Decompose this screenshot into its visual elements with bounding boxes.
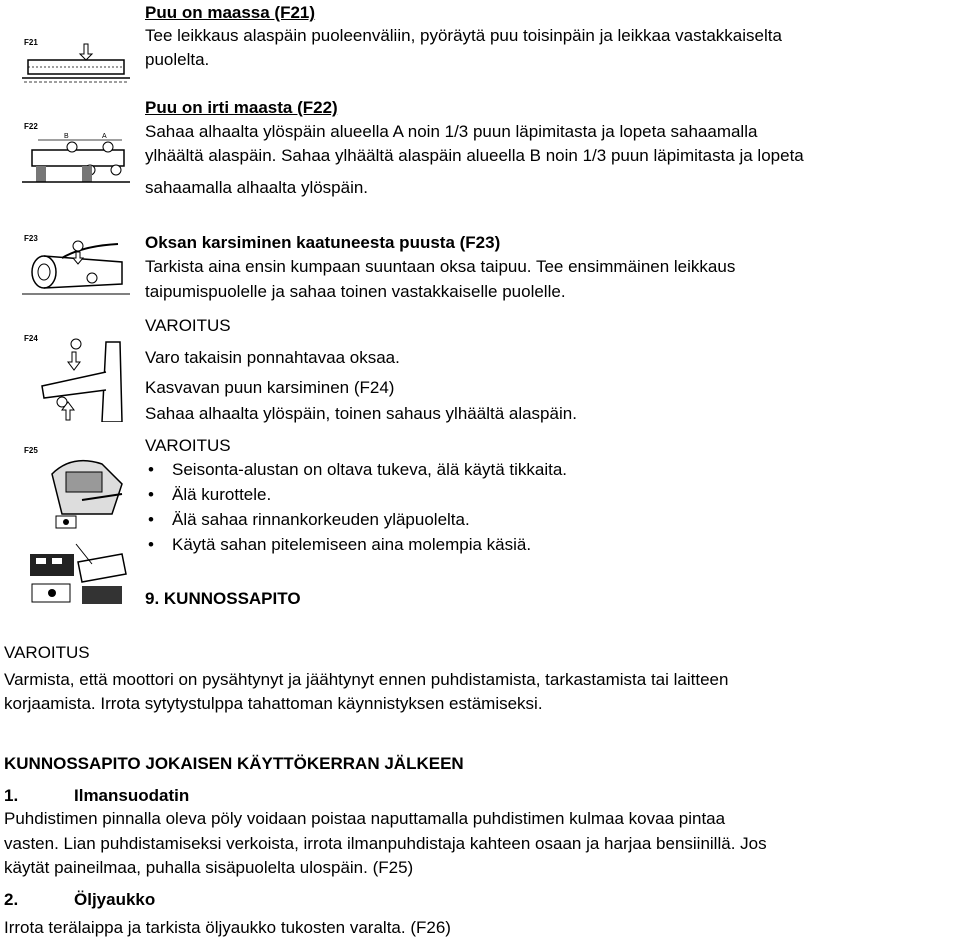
heading-f23: Oksan karsiminen kaatuneesta puusta (F23) — [145, 233, 501, 252]
figure-f24-label: F24 — [24, 334, 38, 343]
item1-number: 1. — [4, 786, 19, 805]
figure-f21 — [22, 36, 130, 88]
heading-f22: Puu on irti maasta (F22) — [145, 98, 338, 117]
warning-maintenance-line2: korjaamista. Irrota sytytystulppa tahattoman käynnistyksen estämiseksi. — [4, 694, 543, 713]
warning-text-f23: Varo takaisin ponnahtavaa oksaa. — [145, 348, 400, 367]
heading-maintenance: 9. KUNNOSSAPITO — [145, 589, 301, 608]
warning-f23: VAROITUS — [145, 316, 231, 335]
text-f21-line2: puolelta. — [145, 50, 210, 69]
bullet-item: Käytä sahan pitelemiseen aina molempia käsiä. — [172, 535, 532, 554]
figure-f24 — [22, 332, 130, 422]
figure-f23 — [22, 232, 130, 300]
figure-f22-zone-a: A — [102, 133, 107, 140]
figure-f22-zone-b: B — [64, 133, 69, 140]
text-f23-line1: Tarkista aina ensin kumpaan suuntaan oksa taipuu. Tee ensimmäinen leikkaus — [145, 257, 736, 276]
bullet-item: Seisonta-alustan on oltava tukeva, älä käytä tikkaita. — [172, 460, 568, 479]
bullet-item: Älä kurottele. — [172, 485, 272, 504]
figure-f22-label: F22 — [24, 122, 38, 131]
text-f23-line2: taipumispuolelle ja sahaa toinen vastakkaiselle puolelle. — [145, 282, 566, 301]
figure-f21-label: F21 — [24, 38, 38, 47]
warning-maintenance: VAROITUS — [4, 643, 90, 662]
figure-f25-label: F25 — [24, 446, 38, 455]
text-f22-line2: ylhäältä alaspäin. Sahaa ylhäältä alaspäin alueella B noin 1/3 puun läpimitasta ja lopeta — [145, 146, 804, 165]
item1-line1: Puhdistimen pinnalla oleva pöly voidaan poistaa naputtamalla puhdistimen kulmaa kovaa pintaa — [4, 809, 726, 828]
figure-f23-label: F23 — [24, 234, 38, 243]
text-f22-line3: sahaamalla alhaalta ylöspäin. — [145, 178, 369, 197]
item1-title: Ilmansuodatin — [74, 786, 190, 805]
text-f21-line1: Tee leikkaus alaspäin puoleenväliin, pyöräytä puu toisinpäin ja leikkaa vastakkaiselta — [145, 26, 782, 45]
text-f24: Sahaa alhaalta ylöspäin, toinen sahaus ylhäältä alaspäin. — [145, 404, 577, 423]
item1-line3: käytät paineilmaa, puhalla sisäpuolelta ulospäin. (F25) — [4, 858, 414, 877]
item1-line2: vasten. Lian puhdistamiseksi verkoista, irrota ilmanpuhdistaja kahteen osaan ja harjaa bensiinillä. Jos — [4, 834, 767, 853]
bullet-marker: • — [148, 460, 154, 479]
text-f22-line1: Sahaa alhaalta ylöspäin alueella A noin 1/3 puun läpimitasta ja lopeta sahaamalla — [145, 122, 758, 141]
item2-text: Irrota terälaippa ja tarkista öljyaukko tukosten varalta. (F26) — [4, 918, 451, 937]
bullet-marker: • — [148, 535, 154, 554]
warning-maintenance-line1: Varmista, että moottori on pysähtynyt ja jäähtynyt ennen puhdistamista, tarkastamista tai laitteen — [4, 670, 729, 689]
item2-number: 2. — [4, 890, 19, 909]
warning-f24: VAROITUS — [145, 436, 231, 455]
heading-f24: Kasvavan puun karsiminen (F24) — [145, 378, 395, 397]
item2-title: Öljyaukko — [74, 890, 156, 909]
heading-f21: Puu on maassa (F21) — [145, 3, 316, 22]
heading-after-each-use: KUNNOSSAPITO JOKAISEN KÄYTTÖKERRAN JÄLKEEN — [4, 754, 464, 773]
bullet-marker: • — [148, 485, 154, 504]
figure-f25 — [22, 444, 130, 534]
figure-f22 — [22, 120, 130, 192]
bullet-marker: • — [148, 510, 154, 529]
figure-f26 — [22, 534, 130, 606]
bullet-item: Älä sahaa rinnankorkeuden yläpuolelta. — [172, 510, 470, 529]
